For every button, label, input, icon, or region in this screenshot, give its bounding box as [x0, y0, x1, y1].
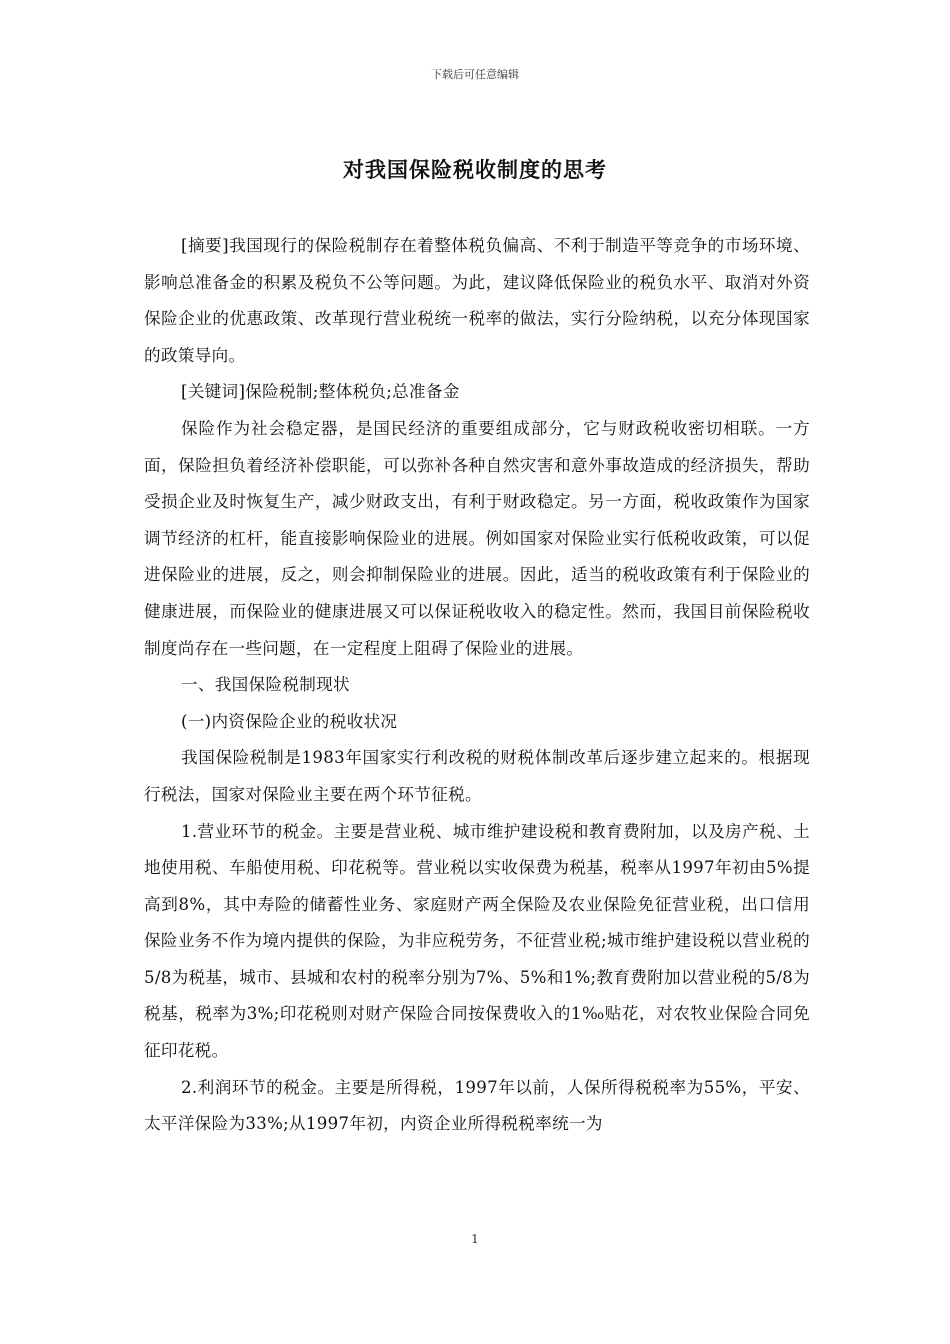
subsection-heading: (一)内资保险企业的税收状况 — [181, 711, 398, 731]
page-number: 1 — [471, 1232, 479, 1246]
document-body — [144, 228, 810, 1143]
abstract-paragraph: [摘要]我国现行的保险税制存在着整体税负偏高、不利于制造平等竞争的市场环境、影响总准备金的积累及税负不公等问题。为此，建议降低保险业的税负水平、取消对外资保险企业的优惠政策、改革现行营业税统一税率的做法，实行分险纳税，以充分体现国家的政策导向。 — [144, 236, 810, 365]
body-paragraph: 2.利润环节的税金。主要是所得税，1997年以前，人保所得税税率为55%，平安、太平洋保险为33%;从1997年初，内资企业所得税税率统一为 — [144, 1077, 810, 1134]
page-header: 下载后可任意编辑 — [431, 68, 519, 81]
document-title: 对我国保险税收制度的思考 — [343, 158, 607, 182]
body-paragraph: 我国保险税制是1983年国家实行利改税的财税体制改革后逐步建立起来的。根据现行税法，国家对保险业主要在两个环节征税。 — [144, 748, 810, 804]
body-paragraph: 1.营业环节的税金。主要是营业税、城市维护建设税和教育费附加，以及房产税、土地使用税、车船使用税、印花税等。营业税以实收保费为税基，税率从1997年初由5%提高到8%，其中寿险的储蓄性业务、家庭财产两全保险及农业保险免征营业税，出口信用保险业务不作为境内提供的保险，为非应税劳务，不征营业税;城市维护建设税以营业税的5/8为税基，城市、县城和农村的税率分别为7%、5%和1%;教育费附加以营业税的5/8为税基，税率为3%;印花税则对财产保险合同按保费收入的1‰贴花，对农牧业保险合同免征印花税。 — [144, 821, 810, 1061]
section-heading: 一、我国保险税制现状 — [181, 675, 350, 695]
keywords-paragraph: [关键词]保险税制;整体税负;总准备金 — [181, 382, 460, 402]
body-paragraph: 保险作为社会稳定器，是国民经济的重要组成部分，它与财政税收密切相联。一方面，保险担负着经济补偿职能，可以弥补各种自然灾害和意外事故造成的经济损失，帮助受损企业及时恢复生产，减少财政支出，有利于财政稳定。另一方面，税收政策作为国家调节经济的杠杆，能直接影响保险业的进展。例如国家对保险业实行低税收政策，可以促进保险业的进展，反之，则会抑制保险业的进展。因此，适当的税收政策有利于保险业的健康进展，而保险业的健康进展又可以保证税收收入的稳定性。然而，我国目前保险税收制度尚存在一些问题，在一定程度上阻碍了保险业的进展。 — [144, 418, 810, 658]
